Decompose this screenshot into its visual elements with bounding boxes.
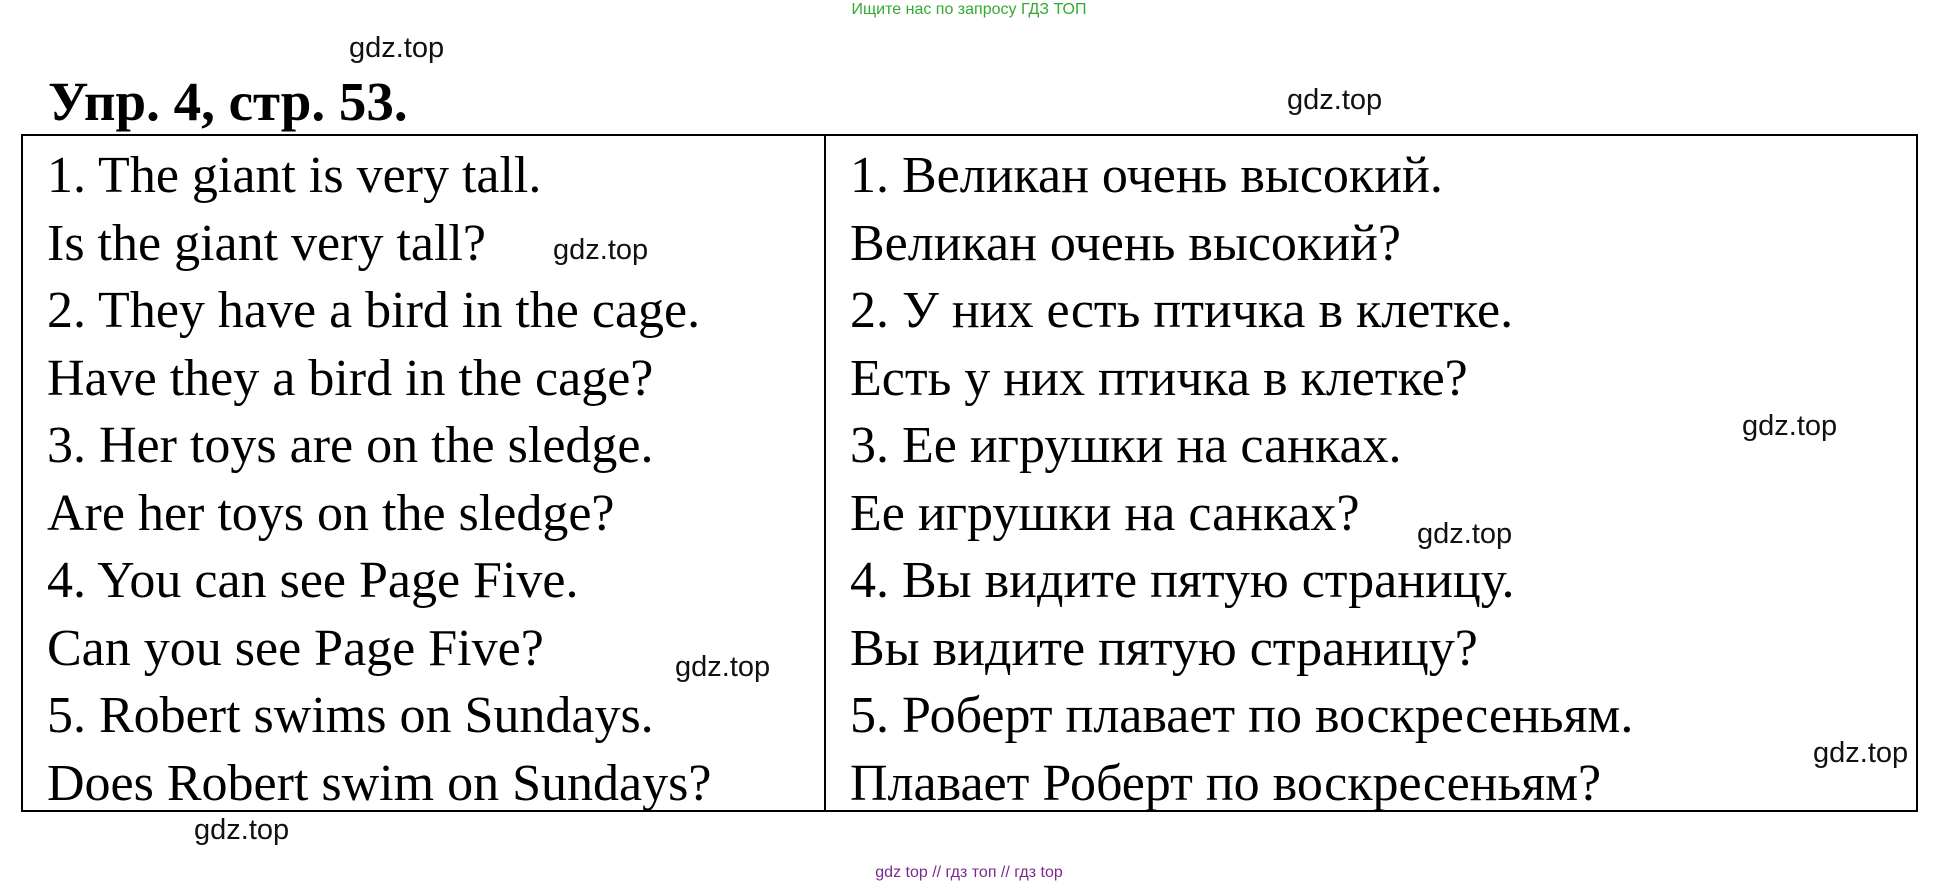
russian-line: Есть у них птичка в клетке? (850, 349, 1468, 407)
answer-table (21, 134, 1918, 812)
english-column (23, 136, 826, 810)
english-line: 3. Her toys are on the sledge. (47, 417, 654, 474)
watermark: gdz.top (553, 234, 649, 266)
russian-line: 3. Ее игрушки на санках. (850, 417, 1402, 474)
top-banner: Ищите нас по запросу ГДЗ ТОП (851, 1, 1087, 18)
watermark: gdz.top (1287, 84, 1383, 116)
english-line: Have they a bird in the cage? (47, 349, 654, 407)
english-line: Are her toys on the sledge? (47, 484, 615, 542)
english-line: 5. Robert swims on Sundays. (47, 687, 654, 744)
exercise-title: Упр. 4, стр. 53. (48, 71, 408, 132)
russian-line: Вы видите пятую страницу? (850, 619, 1478, 677)
watermark: gdz.top (675, 651, 771, 683)
russian-line: Великан очень высокий? (850, 214, 1401, 272)
russian-line: 1. Великан очень высокий. (850, 147, 1443, 204)
watermark: gdz.top (1813, 737, 1909, 769)
russian-line: 2. У них есть птичка в клетке. (850, 282, 1514, 339)
bottom-banner: gdz top // гдз топ // гдз top (875, 864, 1063, 881)
watermark: gdz.top (194, 814, 290, 846)
english-line: 4. You can see Page Five. (47, 552, 579, 609)
russian-line: 5. Роберт плавает по воскресеньям. (850, 687, 1634, 744)
english-line: Is the giant very tall? (47, 214, 486, 272)
russian-line: 4. Вы видите пятую страницу. (850, 552, 1515, 609)
english-line: 1. The giant is very tall. (47, 147, 542, 204)
russian-line: Ее игрушки на санках? (850, 484, 1360, 542)
watermark: gdz.top (1417, 518, 1513, 550)
russian-column (826, 136, 1916, 810)
watermark: gdz.top (1742, 410, 1838, 442)
english-line: Does Robert swim on Sundays? (47, 754, 712, 812)
english-line: 2. They have a bird in the cage. (47, 282, 701, 339)
russian-line: Плавает Роберт по воскресеньям? (850, 754, 1602, 812)
english-line: Can you see Page Five? (47, 619, 544, 677)
watermark: gdz.top (349, 32, 445, 64)
